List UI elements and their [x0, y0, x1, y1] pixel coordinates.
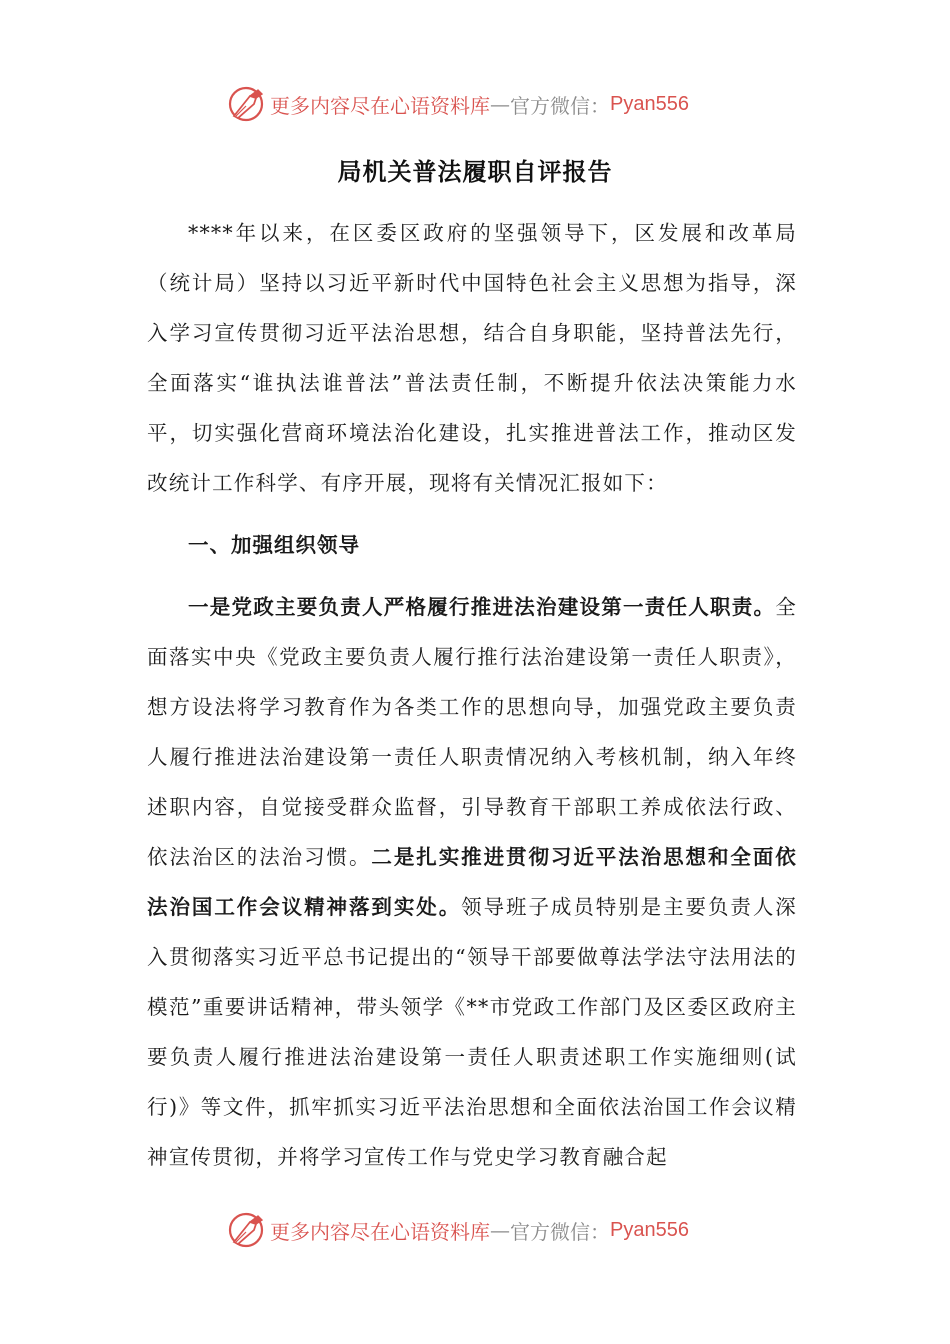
footer-banner: [226, 1207, 689, 1253]
section-paragraph: [147, 582, 797, 1182]
banner-wechat-id: Pyan556: [610, 92, 689, 115]
pen-nib-logo-icon: [226, 1210, 266, 1250]
banner-wechat-label: 官方微信：: [510, 1219, 610, 1244]
point1-text: 全面落实中央《党政主要负责人履行推行法治建设第一责任人职责》，想方设法将学习教育作为各类工作的思想向导，加强党政主要负责人履行推进法治建设第一责任人职责情况纳入考核机制，纳入年终述职内容，自觉接受群众监督，引导教育干部职工养成依法行政、依法治区的法治习惯。: [147, 595, 797, 869]
document-body: [147, 208, 797, 1182]
point2-lead: 二是扎实推进贯彻习近平法治思想和全面依法治国工作会议精神落到实处。: [147, 845, 797, 919]
intro-paragraph: ****年以来，在区委区政府的坚强领导下，区发展和改革局（统计局）坚持以习近平新时代中国特色社会主义思想为指导，深入学习宣传贯彻习近平法治思想，结合自身职能，坚持普法先行，全面落实“谁执法谁普法”普法责任制，不断提升依法决策能力水平，切实强化营商环境法治化建设，扎实推进普法工作，推动区发改统计工作科学、有序开展，现将有关情况汇报如下：: [147, 221, 797, 495]
header-banner: [226, 81, 689, 127]
banner-separator: —: [490, 1218, 510, 1242]
point2-text: 领导班子成员特别是主要负责人深入贯彻落实习近平总书记提出的“领导干部要做尊法学法守法用法的模范”重要讲话精神，带头领学《**市党政工作部门及区委区政府主要负责人履行推进法治建设第一责任人职责述职工作实施细则(试行)》等文件，抓牢抓实习近平法治思想和全面依法治国工作会议精神宣传贯彻，并将学习宣传工作与党史学习教育融合起: [147, 895, 797, 1169]
banner-wechat-id: Pyan556: [610, 1218, 689, 1241]
section-heading: 一、加强组织领导: [188, 533, 360, 557]
pen-nib-logo-icon: [226, 84, 266, 124]
banner-separator: —: [490, 92, 510, 116]
point1-lead: 一是党政主要负责人严格履行推进法治建设第一责任人职责。: [188, 595, 776, 619]
page-title: 局机关普法履职自评报告: [337, 158, 613, 186]
banner-wechat-label: 官方微信：: [510, 93, 610, 118]
banner-brand: 更多内容尽在心语资料库: [270, 93, 490, 118]
banner-brand: 更多内容尽在心语资料库: [270, 1219, 490, 1244]
